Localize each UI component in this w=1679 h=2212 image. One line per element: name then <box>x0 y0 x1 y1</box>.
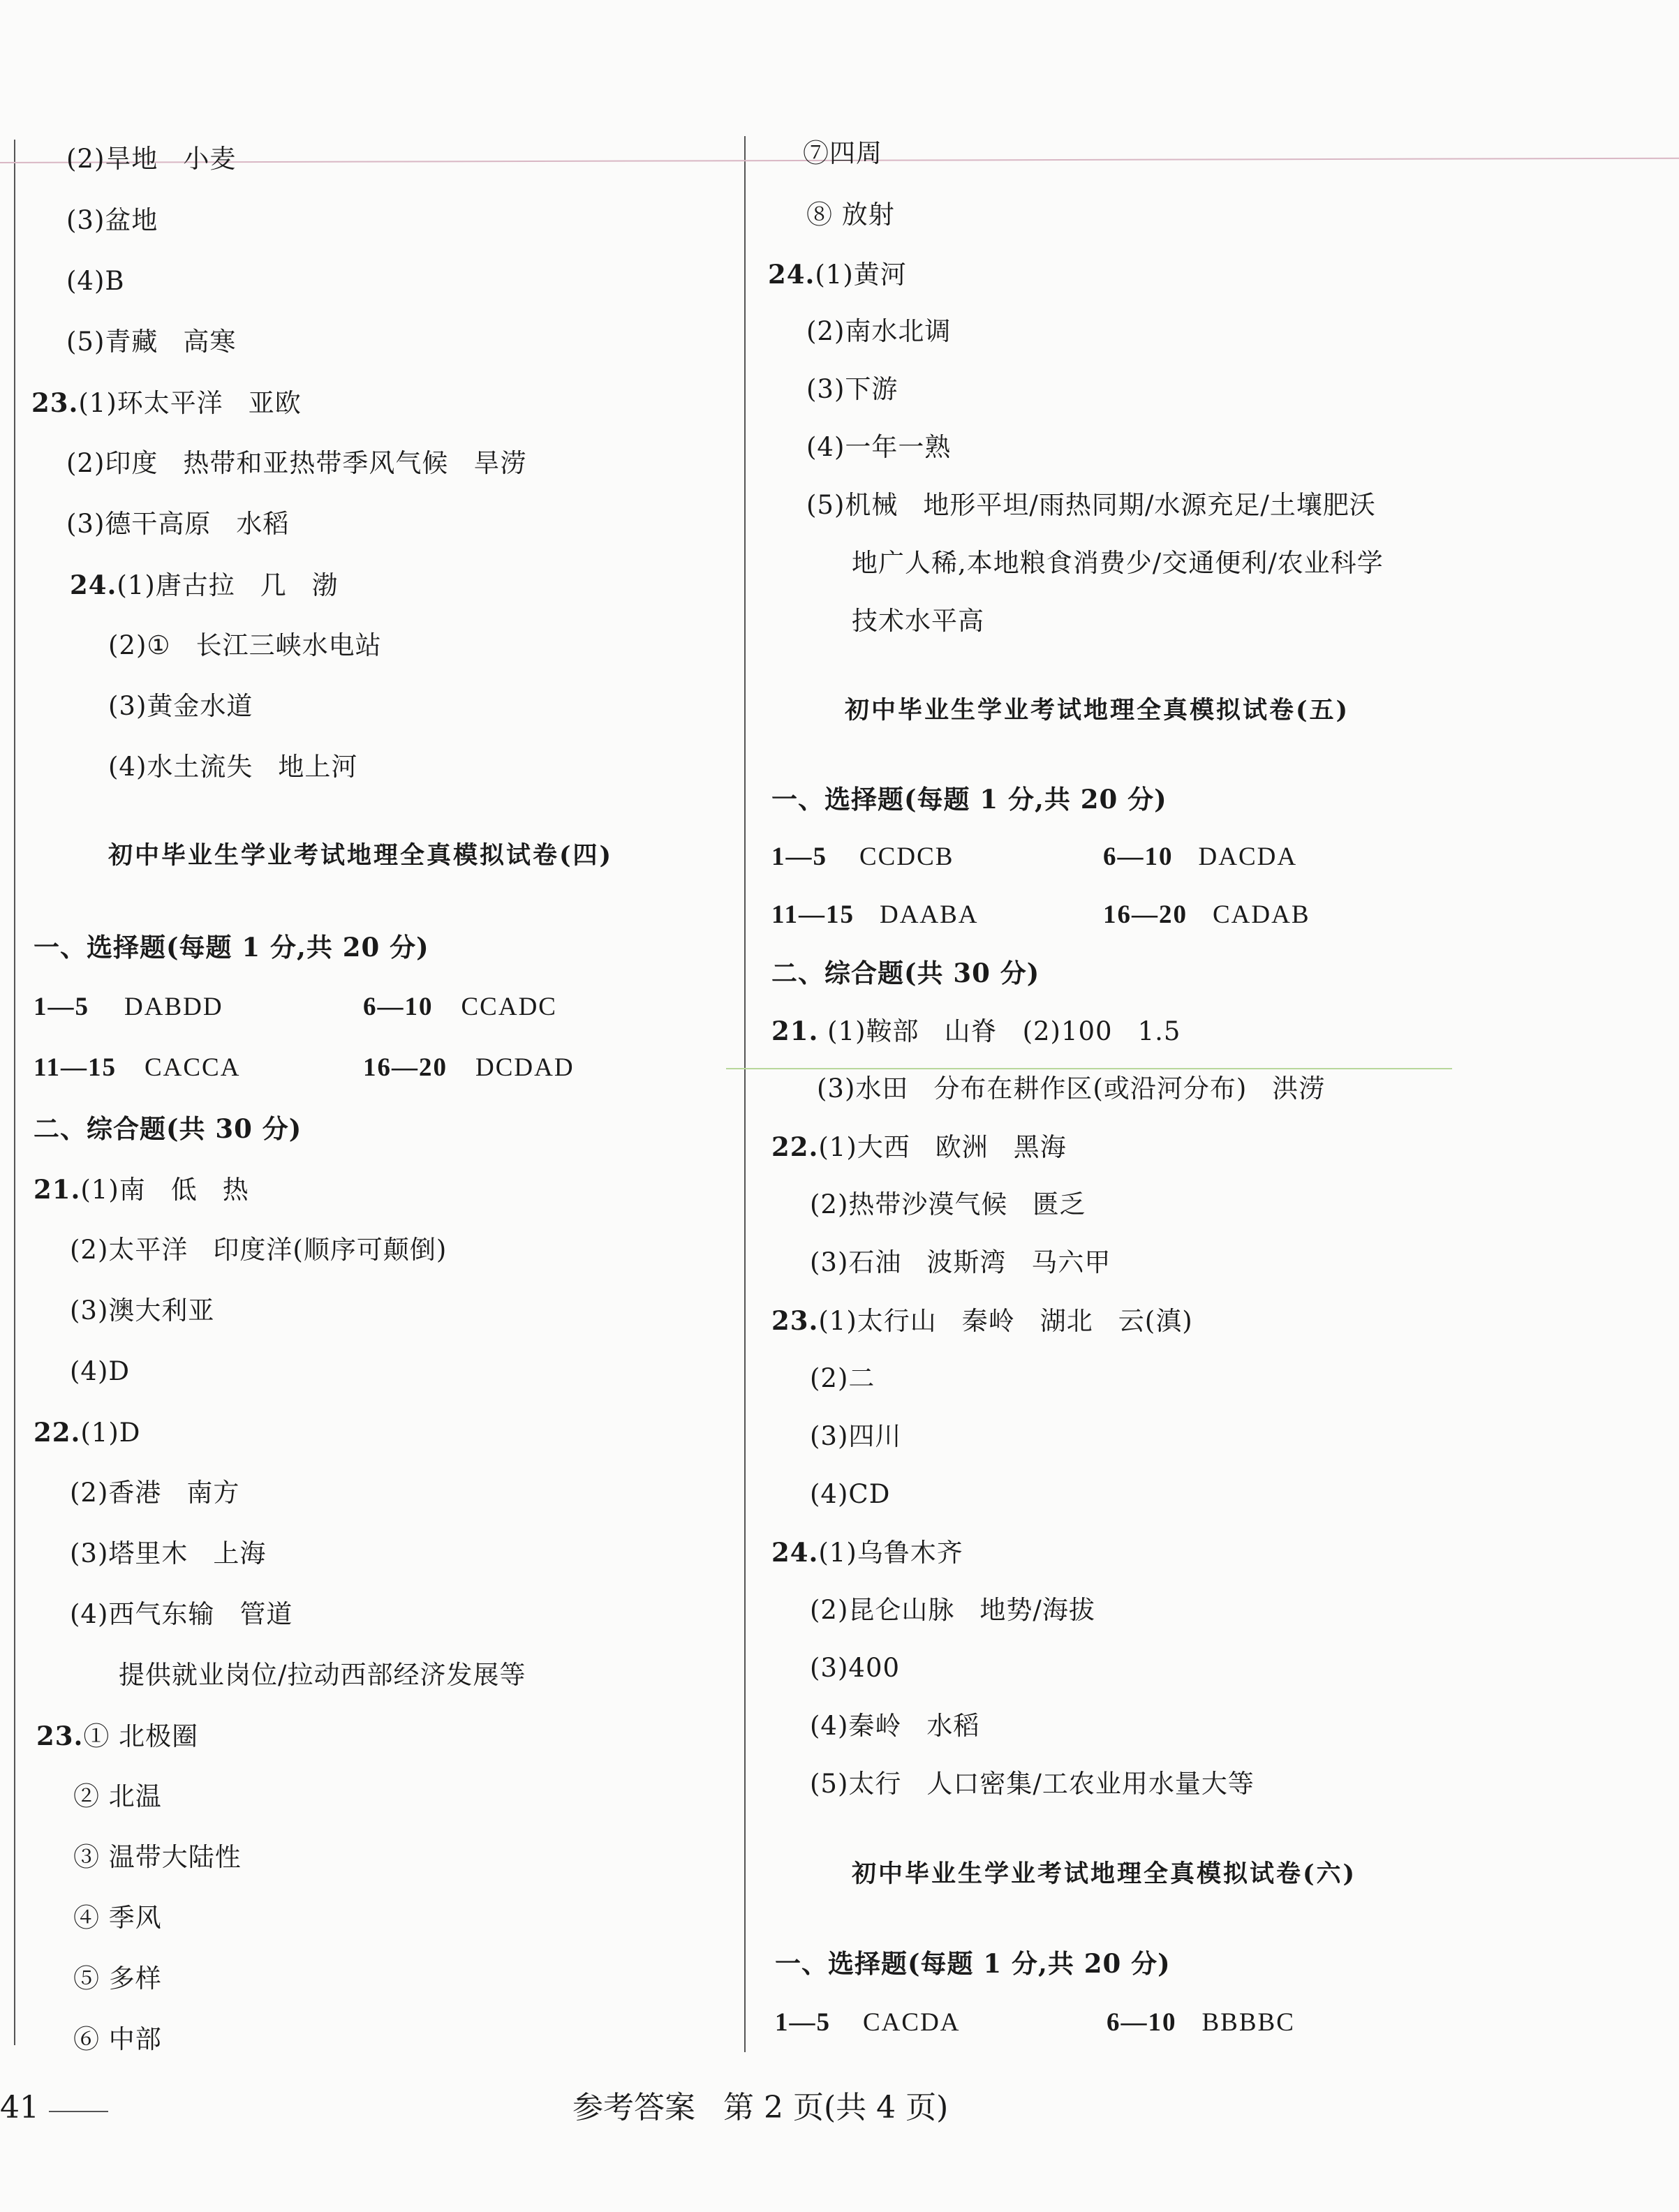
mc-row: 1—5 DABDD <box>34 993 223 1021</box>
part-heading: 一、选择题(每题 1 分,共 20 分) <box>34 932 429 963</box>
answer-line: (2)太平洋 印度洋(顺序可颠倒) <box>70 1235 448 1265</box>
answer-line: (3)塔里木 上海 <box>70 1538 267 1568</box>
mc-row: 1—5 CCDCB <box>771 843 954 871</box>
answer-line: ④ 季风 <box>73 1903 162 1933</box>
answer-line: (3)400 <box>810 1653 901 1683</box>
question-24: 24.(1)唐古拉 几 渤 <box>70 570 339 600</box>
answer-line: (2)① 长江三峡水电站 <box>108 630 382 660</box>
answer-line: (3)盆地 <box>66 205 158 235</box>
answer-line: ② 北温 <box>73 1781 162 1811</box>
question-23: 23.(1)太行山 秦岭 湖北 云(滇) <box>771 1305 1193 1336</box>
question-23: 23.① 北极圈 <box>36 1721 199 1751</box>
answer-line: (4)CD <box>810 1479 891 1509</box>
mc-row: 11—15 CACCA <box>34 1053 241 1082</box>
answer-line: (4)西气东输 管道 <box>70 1599 293 1629</box>
column-divider <box>744 136 746 2052</box>
mc-row: 1—5 CACDA <box>775 2008 961 2037</box>
footer-label: 参考答案 第 2 页(共 4 页) <box>572 2090 949 2125</box>
answer-line: (2)二 <box>810 1363 875 1393</box>
answer-line: (4)D <box>70 1356 131 1386</box>
answer-line: 技术水平高 <box>852 606 984 636</box>
question-21: 21.(1)南 低 热 <box>34 1174 249 1205</box>
answer-line: (5)机械 地形平坦/雨热同期/水源充足/土壤肥沃 <box>806 490 1376 520</box>
answer-line: (3)黄金水道 <box>108 691 253 721</box>
answer-line: (4)水土流失 地上河 <box>108 752 358 782</box>
answer-line: (4)B <box>66 266 125 296</box>
mc-row: 11—15 DAABA <box>771 900 979 929</box>
question-22: 22.(1)大西 欧洲 黑海 <box>771 1131 1067 1162</box>
section-title-6: 初中毕业生学业考试地理全真模拟试卷(六) <box>852 1860 1357 1888</box>
answer-line: (3)下游 <box>806 374 898 404</box>
mc-row: 6—10 BBBBC <box>1107 2008 1295 2037</box>
answer-line: (4)一年一熟 <box>806 432 952 462</box>
answer-line: 地广人稀,本地粮食消费少/交通便利/农业科学 <box>852 548 1384 578</box>
question-23: 23.(1)环太平洋 亚欧 <box>31 387 302 418</box>
answer-line: (2)印度 热带和亚热带季风气候 旱涝 <box>66 448 527 478</box>
question-21: 21. (1)鞍部 山脊 (2)100 1.5 <box>771 1016 1181 1046</box>
answer-line: (3)澳大利亚 <box>70 1296 215 1326</box>
mid-rule <box>726 1068 1452 1069</box>
part-heading: 二、综合题(共 30 分) <box>34 1113 302 1144</box>
footer-rule <box>49 2111 108 2112</box>
answer-line: (2)南水北调 <box>806 316 952 346</box>
answer-line: (2)昆仑山脉 地势/海拔 <box>810 1595 1095 1625</box>
answer-line: 提供就业岗位/拉动西部经济发展等 <box>119 1660 526 1690</box>
answer-line: (3)石油 波斯湾 马六甲 <box>810 1247 1111 1277</box>
question-24: 24.(1)黄河 <box>768 259 907 290</box>
answer-line: ⑧ 放射 <box>806 200 895 230</box>
answer-line: ⑦四周 <box>803 138 882 168</box>
answer-line: ⑤ 多样 <box>73 1964 162 1994</box>
answer-line: (2)热带沙漠气候 匮乏 <box>810 1189 1086 1219</box>
answer-line: ⑥ 中部 <box>73 2024 162 2054</box>
section-title-4: 初中毕业生学业考试地理全真模拟试卷(四) <box>108 841 614 870</box>
answer-line: (5)太行 人口密集/工农业用水量大等 <box>810 1769 1255 1799</box>
part-heading: 二、综合题(共 30 分) <box>771 958 1040 988</box>
part-heading: 一、选择题(每题 1 分,共 20 分) <box>771 784 1167 815</box>
question-24: 24.(1)乌鲁木齐 <box>771 1537 963 1568</box>
answer-line: (3)四川 <box>810 1421 902 1451</box>
answer-line: (2)旱地 小麦 <box>66 144 237 174</box>
answer-line: (3)德干高原 水稻 <box>66 509 290 539</box>
left-margin-line <box>14 140 15 2045</box>
mc-row: 16—20 CADAB <box>1103 900 1310 929</box>
mc-row: 16—20 DCDAD <box>363 1053 575 1082</box>
answer-line: (3)水田 分布在耕作区(或沿河分布) 洪涝 <box>817 1074 1326 1104</box>
answer-line: (5)青藏 高寒 <box>66 327 237 357</box>
mc-row: 6—10 DACDA <box>1103 843 1298 871</box>
page-number: 41 <box>0 2090 39 2125</box>
answer-line: ③ 温带大陆性 <box>73 1842 242 1872</box>
section-title-5: 初中毕业生学业考试地理全真模拟试卷(五) <box>845 696 1350 725</box>
answer-line: (4)秦岭 水稻 <box>810 1711 980 1741</box>
answer-line: (2)香港 南方 <box>70 1478 240 1508</box>
part-heading: 一、选择题(每题 1 分,共 20 分) <box>775 1948 1171 1979</box>
mc-row: 6—10 CCADC <box>363 993 557 1021</box>
question-22: 22.(1)D <box>34 1417 141 1448</box>
